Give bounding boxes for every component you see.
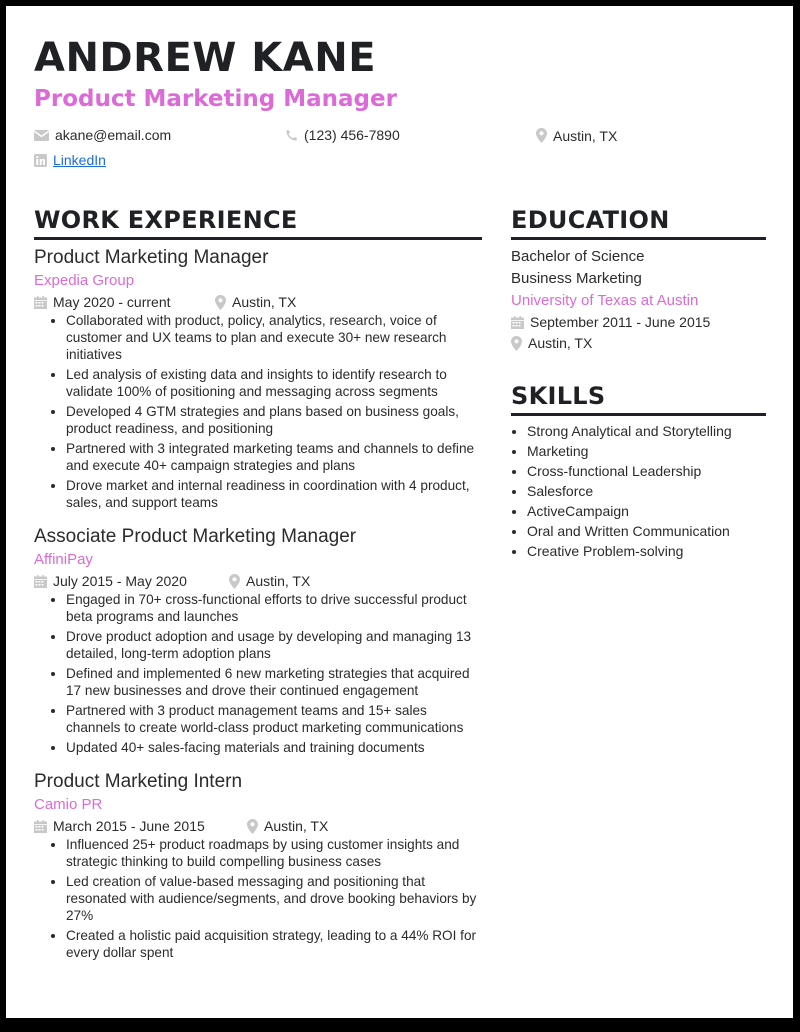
bullet: • Partnered with 3 integrated marketing teams and channels to define and execute 40+ campaign strategies and plans [66, 440, 482, 474]
job-company: Expedia Group [34, 272, 135, 289]
section-title-skills: SKILLS [511, 384, 766, 416]
bullet: • Drove market and internal readiness in coordination with 4 product, sales, and support teams [66, 477, 482, 511]
bullet: • Defined and implemented 6 new marketing strategies that acquired 17 new businesses and drove their continued engagement [66, 665, 482, 699]
contact-phone [285, 128, 400, 142]
job-bullets [34, 312, 482, 511]
skill-item: • Creative Problem-solving [527, 541, 766, 561]
map-pin-icon [215, 295, 226, 310]
resume-page [6, 6, 793, 1018]
skill-item: • Salesforce [527, 481, 766, 501]
map-pin-icon [229, 574, 240, 589]
job-location-text: Austin, TX [232, 294, 297, 310]
right-column [511, 208, 766, 561]
job-location [229, 571, 310, 591]
section-title-work: WORK EXPERIENCE [34, 208, 482, 240]
education-section [511, 208, 766, 354]
candidate-headline: Product Marketing Manager [34, 86, 397, 112]
phone-text: (123) 456-7890 [304, 127, 400, 143]
education-dates: September 2011 - June 2015 [530, 314, 711, 330]
bullet: • Updated 40+ sales-facing materials and training documents [66, 739, 482, 756]
bullet: • Developed 4 GTM strategies and plans based on business goals, product readiness, and positioning [66, 403, 482, 437]
education-location: Austin, TX [528, 335, 593, 351]
skill-item: • Marketing [527, 441, 766, 461]
job-location-text: Austin, TX [246, 573, 311, 589]
skills-list [511, 421, 766, 561]
job-company: Camio PR [34, 796, 103, 813]
bullet: • Engaged in 70+ cross-functional efforts to drive successful product beta programs and launches [66, 591, 482, 625]
job-company: AffiniPay [34, 551, 93, 568]
bullet: • Created a holistic paid acquisition strategy, leading to a 44% ROI for every dollar spent [66, 927, 482, 961]
skill-item: • Cross-functional Leadership [527, 461, 766, 481]
calendar-icon [511, 316, 524, 329]
calendar-icon [34, 575, 47, 588]
bullet: • Influenced 25+ product roadmaps by using customer insights and strategic thinking to build compelling business cases [66, 836, 482, 870]
contact-location [536, 128, 617, 143]
job-location [247, 816, 328, 836]
work-experience-section [34, 208, 482, 964]
map-pin-icon [247, 819, 258, 834]
section-title-education: EDUCATION [511, 208, 766, 240]
skill-item: • ActiveCampaign [527, 501, 766, 521]
education-location-row [511, 333, 766, 354]
education-degree: Bachelor of Science [511, 248, 645, 265]
envelope-icon [34, 130, 49, 141]
job-dates: May 2020 - current [53, 294, 171, 310]
linkedin-link[interactable]: LinkedIn [53, 152, 106, 168]
skills-section [511, 384, 766, 561]
calendar-icon [34, 820, 47, 833]
job-entry [34, 770, 482, 961]
contact-linkedin [34, 153, 106, 167]
job-dates: July 2015 - May 2020 [53, 573, 187, 589]
job-meta [34, 816, 482, 836]
bullet: • Collaborated with product, policy, analytics, research, voice of customer and UX teams to plan and execute 30+ new research initiatives [66, 312, 482, 363]
job-role: Product Marketing Manager [34, 247, 269, 268]
map-pin-icon [511, 336, 522, 351]
job-location-text: Austin, TX [264, 818, 329, 834]
education-dates-row [511, 312, 766, 333]
job-role: Associate Product Marketing Manager [34, 526, 357, 547]
education-school: University of Texas at Austin [511, 292, 699, 309]
contact-email [34, 128, 171, 142]
skill-item: • Strong Analytical and Storytelling [527, 421, 766, 441]
email-text: akane@email.com [55, 127, 172, 143]
skill-item: • Oral and Written Communication [527, 521, 766, 541]
bullet: • Led analysis of existing data and insights to identify research to validate 100% of positioning and messaging across segments [66, 366, 482, 400]
job-role: Product Marketing Intern [34, 771, 243, 792]
bullet: • Drove product adoption and usage by developing and managing 13 detailed, long-term adoption plans [66, 628, 482, 662]
job-meta [34, 571, 482, 591]
job-bullets [34, 836, 482, 961]
job-meta [34, 292, 482, 312]
job-entry [34, 525, 482, 756]
job-location [215, 292, 296, 312]
candidate-name: ANDREW KANE [34, 35, 377, 81]
calendar-icon [34, 296, 47, 309]
phone-icon [285, 129, 298, 142]
map-pin-icon [536, 128, 547, 143]
job-dates: March 2015 - June 2015 [53, 818, 205, 834]
bullet: • Partnered with 3 product management teams and 15+ sales channels to create world-class product marketing communications [66, 702, 482, 736]
job-bullets [34, 591, 482, 756]
linkedin-icon [34, 154, 47, 167]
bullet: • Led creation of value-based messaging and positioning that resonated with audience/segments, and drove booking behaviors by 27% [66, 873, 482, 924]
job-entry [34, 246, 482, 511]
location-text: Austin, TX [553, 127, 618, 144]
education-field: Business Marketing [511, 270, 642, 287]
